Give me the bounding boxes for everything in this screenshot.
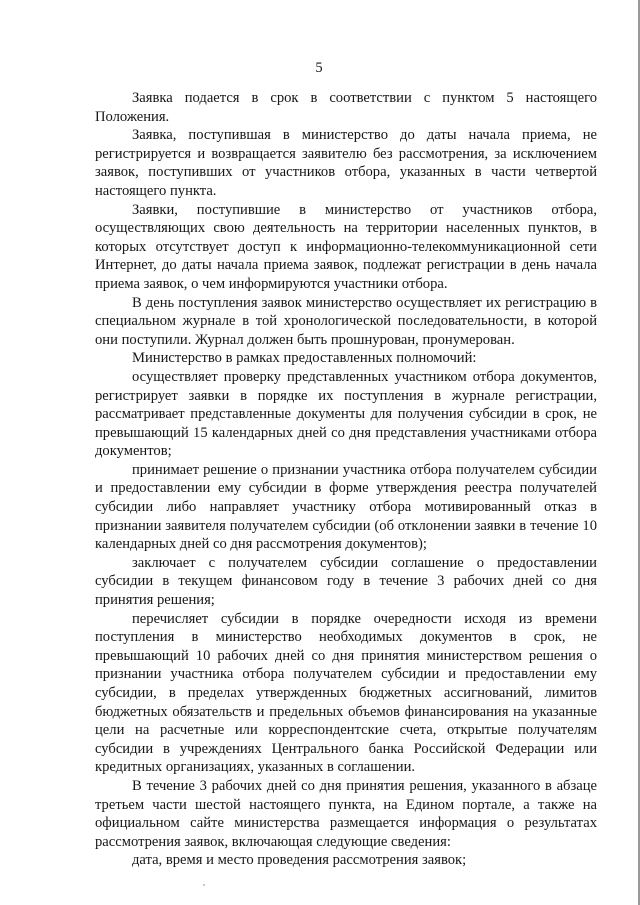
paragraph-9: перечисляет субсидии в порядке очередности исходя из времени поступления в министерство необходимых документов в срок, не превышающий 10 рабочих дней со дня принятия министерством решения о признании участника отбора получателем субсидии и предоставлении ему субсидии, в пределах утвержденных бюджетных ассигнований, лимитов бюджетных обязательств и предельных объемов финансирования на указанные цели на расчетные или корреспондентские счета, открытые получателям субсидии в учреждениях Центрального банка Российской Федерации или кредитных организациях, указанных в соглашении. [95,610,597,776]
paragraph-6: осуществляет проверку представленных участником отбора документов, регистрирует заявки в порядке их поступления в журнале регистрации, рассматривает представленные документы для получения субсидии в срок, не превышающий 15 календарных дней со дня представления участниками отбора документов; [95,368,597,460]
paragraph-11: дата, время и место проведения рассмотрения заявок; [132,852,467,869]
paragraph-2: Заявка, поступившая в министерство до даты начала приема, не регистрируется и возвращается заявителю без рассмотрения, за исключением заявок, поступивших от участников отбора, указанных в части четвертой настоящего пункта. [95,127,597,199]
paragraph-8: заключает с получателем субсидии соглашение о предоставлении субсидии в текущем финансовом году в течение 3 рабочих дней со дня принятия решения; [95,554,597,609]
paragraph-3: Заявки, поступившие в министерство от участников отбора, осуществляющих свою деятельность на территории населенных пунктов, в которых отсутствует доступ к информационно-телекоммуникационной сети Интернет, до даты начала приема заявок, подлежат регистрации в день начала приема заявок, о чем информируются участники отбора. [95,201,597,292]
page-number: 5 [315,60,323,76]
scan-speck [203,884,205,886]
paragraph-4: В день поступления заявок министерство осуществляет их регистрацию в специальном журнале в той хронологической последовательности, в которой они поступили. Журнал должен быть прошнурован, пронумерован. [95,294,597,348]
paragraph-7: принимает решение о признании участника отбора получателем субсидии и предоставлении ему субсидии в форме утверждения реестра получателей субсидии либо направляет участнику отбора мотивированный отказ в признании заявителя получателем субсидии (об отклонении заявки в течение 10 календарных дней со дня рассмотрения документов); [95,461,597,553]
paragraph-1: Заявка подается в срок в соответствии с пунктом 5 настоящего Положения. [95,90,597,125]
paragraph-5: Министерство в рамках предоставленных полномочий: [132,350,477,367]
document-body [95,89,597,870]
paragraph-10: В течение 3 рабочих дней со дня принятия решения, указанного в абзаце третьем части шестой настоящего пункта, на Едином портале, а также на официальном сайте министерства размещается информация о результатах рассмотрения заявок, включающая следующие сведения: [95,777,597,850]
